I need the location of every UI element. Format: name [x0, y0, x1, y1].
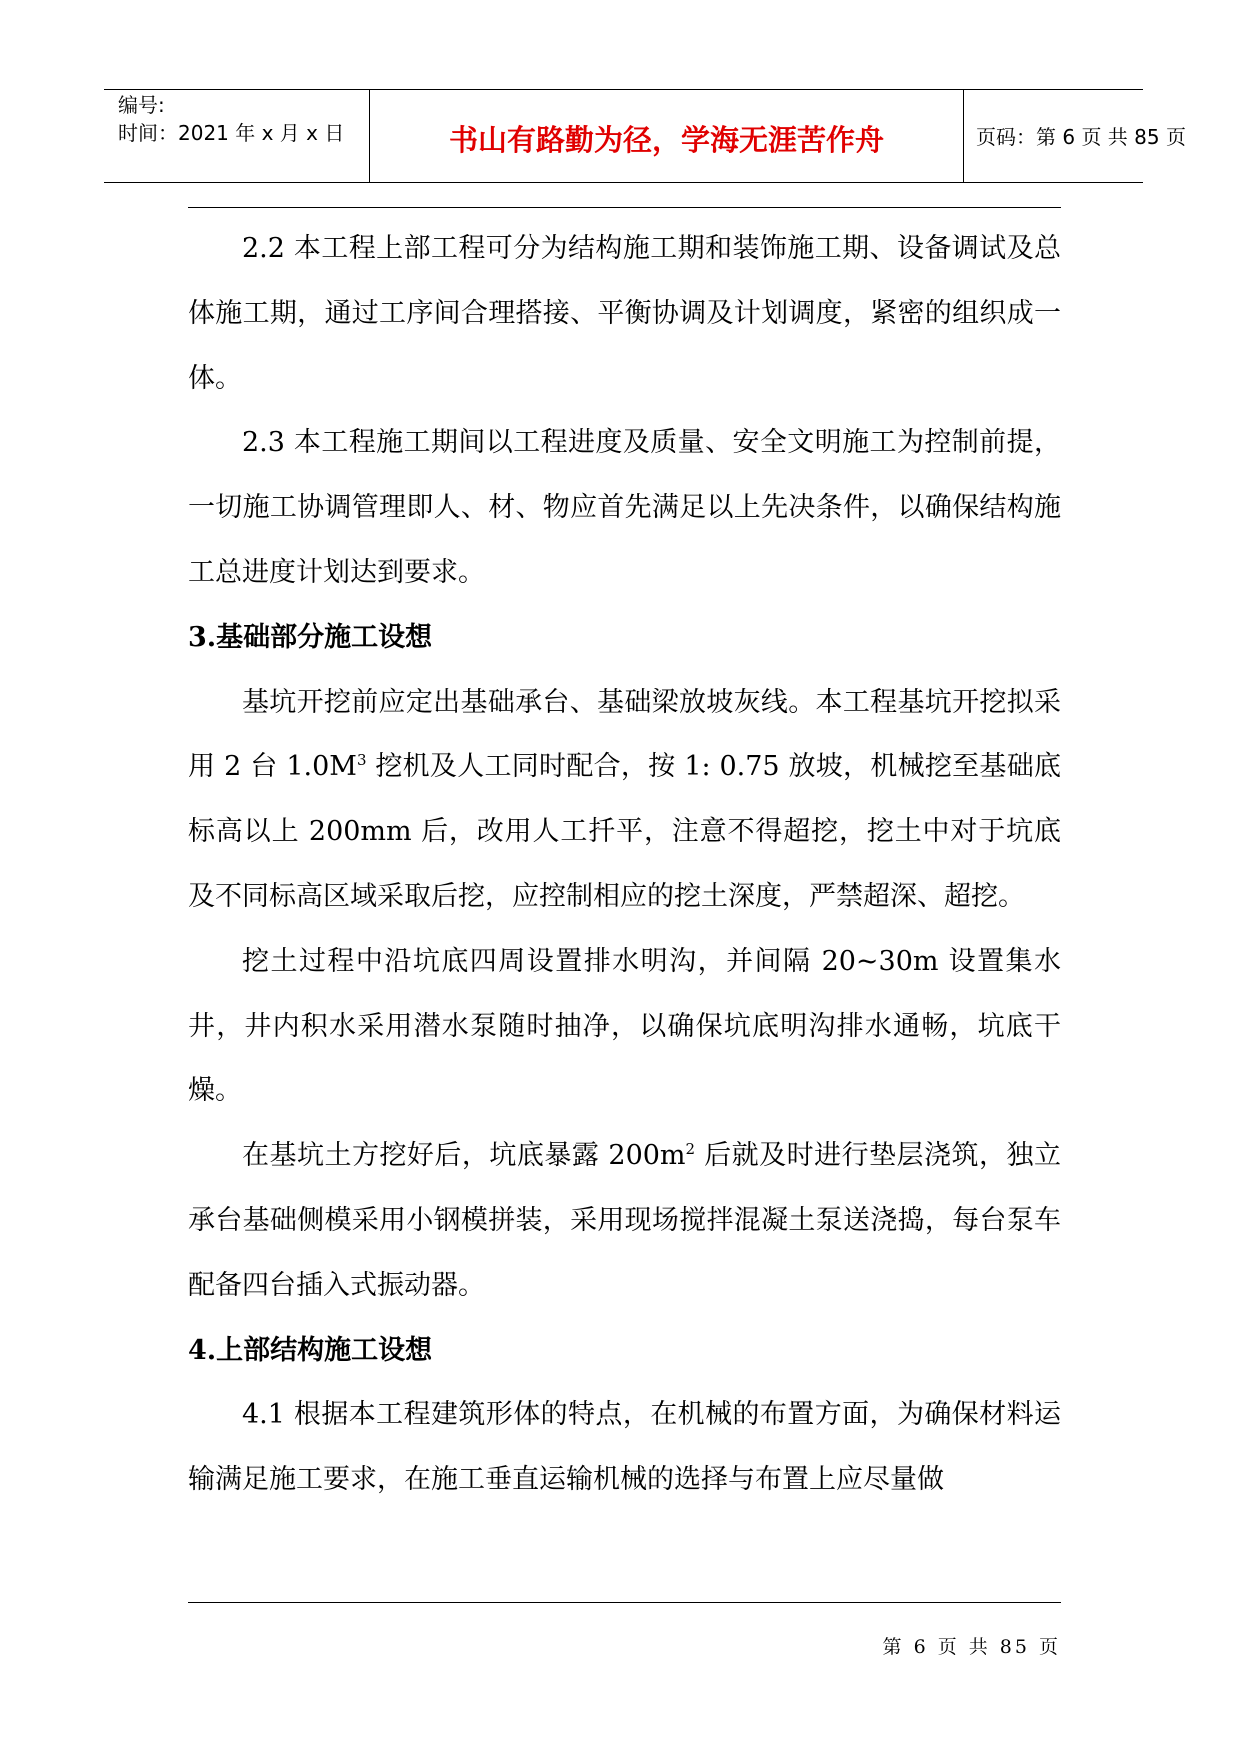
section-heading-4: 4.上部结构施工设想	[188, 1334, 433, 1366]
serial-number-label: 编号:	[118, 93, 165, 117]
paragraph-cushion	[188, 1124, 1061, 1318]
paragraph-excavation-part-b: 挖机及人工同时配合，按 1: 0.75 放坡，机械挖至基础底标高以上 200mm 后，改用人工扦平，注意不得超挖，挖土中对于坑底及不同标高区域采取后挖，应控制相应的挖土深度，严禁超深、超挖。	[188, 751, 1061, 912]
header-motto-cell	[370, 90, 964, 182]
paragraph-excavation-part-a: 基坑开挖前应定出基础承台、基础梁放坡灰线。本工程基坑开挖拟采用 2 台 1.0M	[188, 686, 1061, 783]
superscript-cubic: 3	[356, 751, 367, 770]
paragraph-excavation	[188, 671, 1061, 930]
top-divider	[188, 207, 1061, 208]
header-info-cell	[104, 90, 370, 182]
page-header	[104, 89, 1186, 183]
header-page-label: 页码：第 6 页 共 85 页	[976, 125, 1186, 149]
header-page-cell	[964, 90, 1186, 182]
superscript-square: 2	[685, 1140, 696, 1159]
paragraph-4-1: 4.1 根据本工程建筑形体的特点，在机械的布置方面，为确保材料运输满足施工要求，在施工垂直运输机械的选择与布置上应尽量做	[188, 1399, 1061, 1496]
footer-page-number: 第 6 页 共 85 页	[882, 1636, 1061, 1658]
motto-text: 书山有路勤为径，学海无涯苦作舟	[448, 123, 884, 157]
document-body	[188, 217, 1061, 1513]
bottom-divider	[188, 1602, 1061, 1603]
section-heading-3: 3.基础部分施工设想	[188, 621, 433, 653]
paragraph-cushion-part-b: 后就及时进行垫层浇筑，独立承台基础侧模采用小钢模拼装，采用现场搅拌混凝土泵送浇捣，每台泵车配备四台插入式振动器。	[188, 1140, 1061, 1301]
paragraph-drainage: 挖土过程中沿坑底四周设置排水明沟，并间隔 20~30m 设置集水井，井内积水采用潜水泵随时抽净，以确保坑底明沟排水通畅，坑底干燥。	[188, 945, 1061, 1107]
paragraph-cushion-part-a: 在基坑土方挖好后，坑底暴露 200m	[242, 1140, 686, 1172]
paragraph-2-3: 2.3 本工程施工期间以工程进度及质量、安全文明施工为控制前提，一切施工协调管理即人、材、物应首先满足以上先决条件，以确保结构施工总进度计划达到要求。	[188, 427, 1061, 588]
date-label: 时间：2021 年 x 月 x 日	[118, 121, 345, 145]
paragraph-2-2: 2.2 本工程上部工程可分为结构施工期和装饰施工期、设备调试及总体施工期，通过工序间合理搭接、平衡协调及计划调度，紧密的组织成一体。	[188, 233, 1061, 394]
